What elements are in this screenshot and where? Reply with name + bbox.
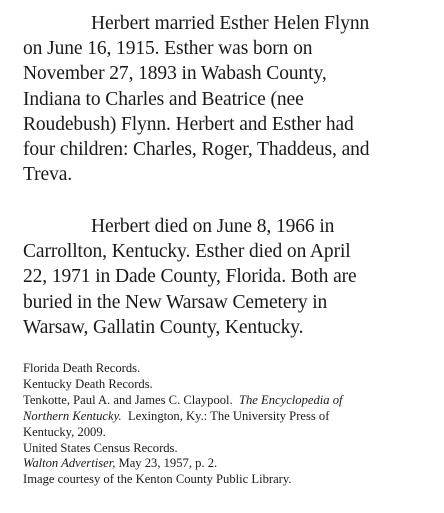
source-continuation <box>23 409 438 425</box>
source-title: Northern Kentucky. <box>23 408 122 423</box>
paragraph-line: Warsaw, Gallatin County, Kentucky. <box>23 316 304 338</box>
paragraph-line: buried in the New Warsaw Cemetery in <box>23 291 328 313</box>
source-kentucky: Kentucky Death Records. <box>23 376 153 391</box>
death-paragraph <box>23 214 435 340</box>
paragraph-line: Herbert married Esther Helen Flynn <box>91 13 370 34</box>
source-newspaper-date: May 23, 1957, p. 2. <box>118 456 218 471</box>
source-publisher: Lexington, Ky.: The University Press of <box>127 408 330 423</box>
paragraph-line: Carrollton, Kentucky. Esther died on April <box>23 241 351 263</box>
paragraph-line: Indiana to Charles and Beatrice (nee <box>23 88 304 110</box>
paragraph-line: Roudebush) Flynn. Herbert and Esther had <box>23 113 354 135</box>
source-florida: Florida Death Records. <box>23 361 141 375</box>
marriage-paragraph <box>23 11 435 187</box>
paragraph-line: on June 16, 1915. Esther was born on <box>23 38 313 60</box>
paragraph-line: 22, 1971 in Dade County, Florida. Both are <box>23 266 357 288</box>
paragraph-line: November 27, 1893 in Wabash County, <box>23 63 327 85</box>
source-walton <box>23 456 438 472</box>
source-census: United States Census Records. <box>23 440 178 455</box>
source-courtesy: Image courtesy of the Kenton County Public Library. <box>23 472 292 487</box>
source-tenkotte <box>23 393 438 441</box>
source-authors: Tenkotte, Paul A. and James C. Claypool. <box>23 392 233 407</box>
paragraph-line: Herbert died on June 8, 1966 in <box>91 216 335 237</box>
source-title: The Encyclopedia of <box>239 392 343 407</box>
paragraph-line: four children: Charles, Roger, Thaddeus, and <box>23 139 370 161</box>
paragraph-line: Treva. <box>23 164 73 186</box>
source-newspaper-title: Walton Advertiser, <box>23 456 116 471</box>
source-publisher-year: Kentucky, 2009. <box>23 424 106 439</box>
sources-list <box>23 361 438 488</box>
